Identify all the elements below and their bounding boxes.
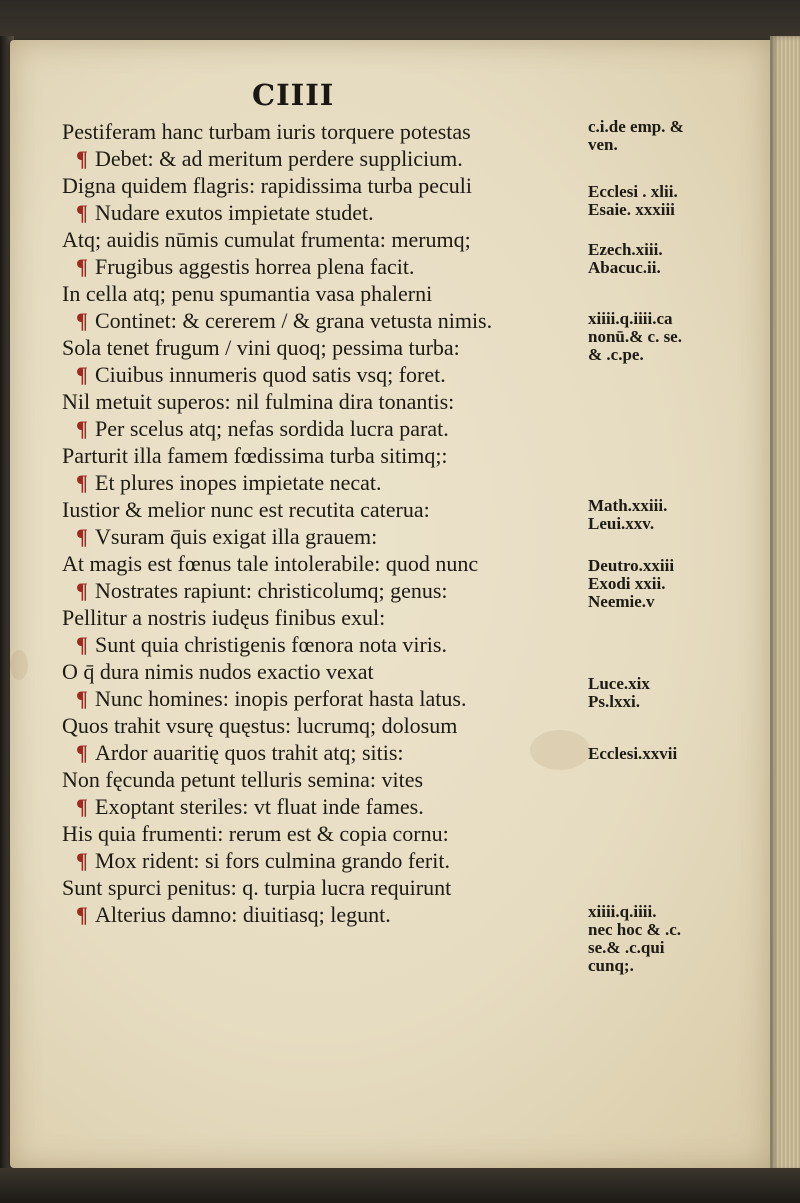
marginal-note — [588, 745, 728, 763]
rubric-paragraph-mark: ¶ — [76, 794, 88, 819]
verse-line-text: Nostrates rapiunt: christicolumq; genus: — [95, 578, 448, 603]
marginal-note — [588, 241, 728, 277]
verse-line-text: Nil metuit superos: nil fulmina dira tonantis: — [62, 389, 455, 414]
folio-number: CIIII — [252, 78, 335, 112]
verse-line-text: Ciuibus innumeris quod satis vsq; foret. — [95, 362, 446, 387]
verse-line — [62, 820, 592, 847]
rubric-paragraph-mark: ¶ — [76, 362, 88, 387]
verse-line-text: Nudare exutos impietate studet. — [95, 200, 374, 225]
verse-line — [62, 901, 592, 928]
verse-line — [62, 550, 592, 577]
rubric-paragraph-mark: ¶ — [76, 470, 88, 495]
verse-line — [62, 388, 592, 415]
rubric-paragraph-mark: ¶ — [76, 254, 88, 279]
verse-line-text: Sola tenet frugum / vini quoq; pessima turba: — [62, 335, 460, 360]
marginal-note-line: xiiii.q.iiii.ca — [588, 309, 673, 328]
verse-line-text: Non fęcunda petunt telluris semina: vites — [62, 767, 424, 792]
rubric-paragraph-mark: ¶ — [76, 416, 88, 441]
verse-line — [62, 604, 592, 631]
verse-line — [62, 307, 592, 334]
rubric-paragraph-mark: ¶ — [76, 632, 88, 657]
verse-line-text: Continet: & cererem / & grana vetusta nimis. — [95, 308, 493, 333]
marginal-note-line: nonū.& c. se. — [588, 327, 682, 346]
marginal-note-line: Leui.xxv. — [588, 514, 655, 533]
verse-line-text: Frugibus aggestis horrea plena facit. — [95, 254, 415, 279]
verse-line — [62, 874, 592, 901]
verse-line-text: Parturit illa famem fœdissima turba sitimq;: — [62, 443, 448, 468]
marginal-note-line: Exodi xxii. — [588, 574, 666, 593]
verse-line — [62, 739, 592, 766]
verse-line — [62, 280, 592, 307]
marginal-note-line: c.i.de emp. & — [588, 117, 684, 136]
marginal-note-line: ven. — [588, 135, 618, 154]
verse-line — [62, 685, 592, 712]
verse-line-text: Exoptant steriles: vt fluat inde fames. — [95, 794, 424, 819]
marginal-note-line: Deutro.xxiii — [588, 556, 675, 575]
verse-line — [62, 469, 592, 496]
verse-line — [62, 496, 592, 523]
verse-line — [62, 226, 592, 253]
verse-line-text: At magis est fœnus tale intolerabile: quod nunc — [62, 551, 479, 576]
verse-line — [62, 577, 592, 604]
verse-text-block — [62, 118, 592, 928]
verse-line — [62, 172, 592, 199]
verse-line — [62, 118, 592, 145]
verse-line-text: In cella atq; penu spumantia vasa phalerni — [62, 281, 433, 306]
rubric-paragraph-mark: ¶ — [76, 524, 88, 549]
marginal-note-line: Math.xxiii. — [588, 496, 668, 515]
marginal-note-line: Esaie. xxxiii — [588, 200, 675, 219]
verse-line — [62, 658, 592, 685]
marginal-note — [588, 557, 728, 611]
verse-line — [62, 631, 592, 658]
verse-line — [62, 847, 592, 874]
verse-line — [62, 523, 592, 550]
page-edges — [770, 36, 800, 1171]
marginal-note-line: & .c.pe. — [588, 345, 644, 364]
marginal-note — [588, 310, 728, 364]
rubric-paragraph-mark: ¶ — [76, 902, 88, 927]
paper-stain — [10, 650, 28, 680]
marginal-note-line: Ps.lxxi. — [588, 692, 640, 711]
rubric-paragraph-mark: ¶ — [76, 740, 88, 765]
marginal-note-line: Ecclesi . xlii. — [588, 182, 678, 201]
marginal-note-line: Neemie.v — [588, 592, 655, 611]
marginal-note-line: Ecclesi.xxvii — [588, 744, 678, 763]
verse-line-text: Debet: & ad meritum perdere supplicium. — [95, 146, 463, 171]
verse-line — [62, 145, 592, 172]
verse-line-text: Sunt quia christigenis fœnora nota viris. — [95, 632, 447, 657]
verse-line — [62, 442, 592, 469]
verse-line-text: Vsuram q̄uis exigat illa grauem: — [95, 524, 378, 549]
marginal-note — [588, 497, 728, 533]
marginal-note-line: Luce.xix — [588, 674, 650, 693]
table-surface — [0, 1168, 800, 1203]
marginal-note-line: Ezech.xiii. — [588, 240, 663, 259]
rubric-paragraph-mark: ¶ — [76, 686, 88, 711]
marginal-note-line: cunq;. — [588, 956, 634, 975]
verse-line-text: Iustior & melior nunc est recutita caterua: — [62, 497, 430, 522]
verse-line-text: Quos trahit vsurę quęstus: lucrumq; dolosum — [62, 713, 458, 738]
rubric-paragraph-mark: ¶ — [76, 146, 88, 171]
rubric-paragraph-mark: ¶ — [76, 200, 88, 225]
rubric-paragraph-mark: ¶ — [76, 308, 88, 333]
verse-line — [62, 361, 592, 388]
verse-line-text: Alterius damno: diuitiasq; legunt. — [95, 902, 391, 927]
marginal-note-line: Abacuc.ii. — [588, 258, 661, 277]
rubric-paragraph-mark: ¶ — [76, 578, 88, 603]
verse-line-text: Mox rident: si fors culmina grando ferit. — [95, 848, 450, 873]
verse-line-text: Et plures inopes impietate necat. — [95, 470, 382, 495]
marginal-note-line: nec hoc & .c. — [588, 920, 682, 939]
marginal-note — [588, 675, 728, 711]
verse-line-text: Digna quidem flagris: rapidissima turba peculi — [62, 173, 472, 198]
verse-line — [62, 712, 592, 739]
verse-line — [62, 334, 592, 361]
marginal-note — [588, 118, 728, 154]
verse-line-text: Pestiferam hanc turbam iuris torquere potestas — [62, 119, 471, 144]
marginal-note-line: xiiii.q.iiii. — [588, 902, 657, 921]
marginal-note — [588, 183, 728, 219]
verse-line-text: Atq; auidis nūmis cumulat frumenta: merumq; — [62, 227, 471, 252]
verse-line — [62, 253, 592, 280]
marginal-note-line: se.& .c.qui — [588, 938, 665, 957]
marginal-note — [588, 903, 728, 975]
verse-line-text: His quia frumenti: rerum est & copia cornu: — [62, 821, 449, 846]
verse-line — [62, 199, 592, 226]
verse-line — [62, 793, 592, 820]
rubric-paragraph-mark: ¶ — [76, 848, 88, 873]
verse-line-text: Sunt spurci penitus: q. turpia lucra requirunt — [62, 875, 452, 900]
verse-line — [62, 766, 592, 793]
verse-line-text: Ardor auaritię quos trahit atq; sitis: — [95, 740, 404, 765]
verse-line-text: Nunc homines: inopis perforat hasta latus. — [95, 686, 467, 711]
verse-line — [62, 415, 592, 442]
verse-line-text: Per scelus atq; nefas sordida lucra parat. — [95, 416, 449, 441]
verse-line-text: Pellitur a nostris iudęus finibus exul: — [62, 605, 386, 630]
verse-line-text: O q̄ dura nimis nudos exactio vexat — [62, 659, 374, 684]
